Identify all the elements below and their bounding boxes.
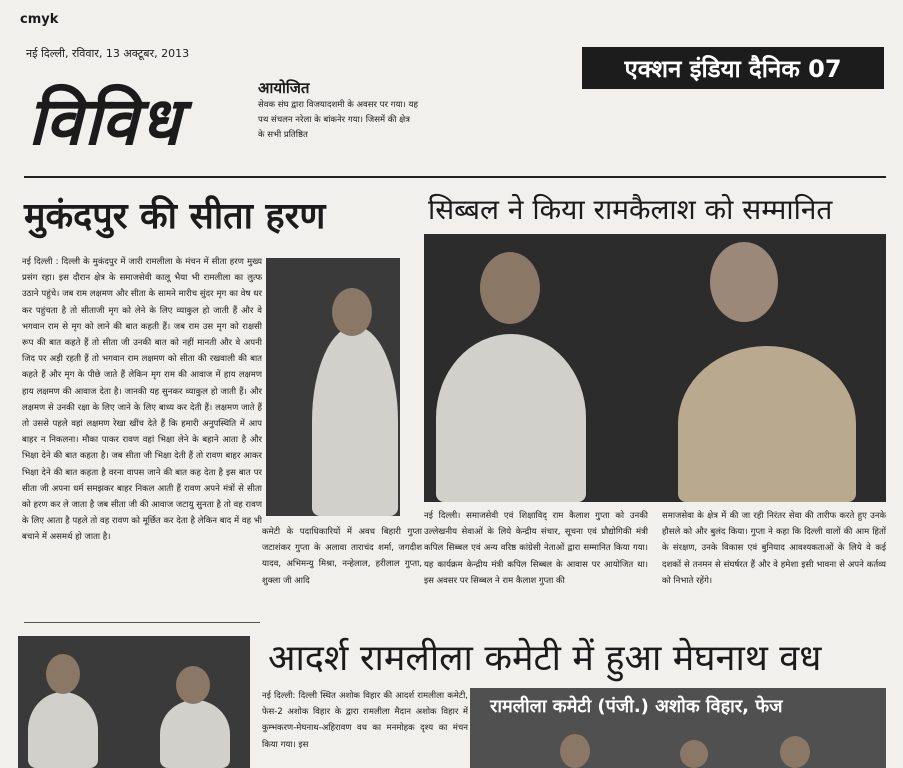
banner-text: रामलीला कमेटी (पंजी.) अशोक विहार, फेज: [490, 696, 783, 717]
award-photo: [424, 234, 886, 502]
story1-text-continued: कमेटी के पदाधिकारियों में अवध बिहारी गुप्ता जटाशंकर गुप्ता के अलावा ताराचंद शर्मा, जगदीश यादव, अभिमन्यु मिश्रा, नन्हेलाल, हरीलाल गुप्ता, शुक्ला जी आदि: [262, 527, 422, 586]
print-mark: cmyk: [20, 12, 59, 27]
story2-text-col2: समाजसेवा के क्षेत्र में की जा रही निरंतर सेवा की तारीफ करते हुए उनके हौसले को और बुलंद किया। गुप्ता ने कहा कि दिल्ली वालों की आम हितों के संरक्षण, उनके विकास एवं बुनियाद आवश्यकताओं के लिये वे कई दशकों से तनमन से संघर्षरत हैं और वे हमेशा इसी भावना से अपने कर्तव्य को निभाते रहेंगे।: [662, 511, 886, 586]
ramleela-photo: [266, 258, 400, 516]
story2-headline: सिब्बल ने किया रामकैलाश को सम्मानित: [428, 193, 833, 226]
story2-text-col1: नई दिल्ली। समाजसेवी एवं शिक्षाविद् राम कैलाश गुप्ता को उनकी उल्लेखनीय सेवाओं के लिये केन्द्रीय संचार, सूचना एवं प्रौद्योगिकी मंत्री कपिल सिब्बल एवं अन्य वरिष्ठ कांग्रेसी नेताओं द्वारा सम्मानित किया गया। यह कार्यक्रम केन्द्रीय मंत्री कपिल सिब्बल के आवास पर आयोजित था। इस अवसर पर सिब्बल ने राम कैलाश गुप्ता की: [424, 511, 648, 586]
newspaper-brand: एक्शन इंडिया दैनिक 07: [582, 47, 884, 89]
story3-text: नई दिल्ली: दिल्ली स्थित अशोक विहार की आदर्श रामलीला कमेटी, फेस-2 अशोक विहार के द्वारा रामलीला मैदान अशोक विहार में कुम्भकरण-मेघनाथ-अहिरावण वध का मनमोहक दृश्य का मंचन किया गया। इस: [262, 691, 468, 750]
dateline: नई दिल्ली, रविवार, 13 अक्टूबर, 2013: [26, 47, 190, 60]
top-story-headline: आयोजित: [258, 79, 310, 97]
story1-text: नई दिल्ली : दिल्ली के मुकंदपुर में जारी रामलीला के मंचन में सीता हरण मुख्य प्रसंग रहा। इस दौरान क्षेत्र के समाजसेवी कालू भैया भी रामलीला का लुत्फ उठाने पहुंचे। जब राम लक्षमण और सीता के सामने मारीच सुंदर मृग का वेष धर कर पहुंचता है तो सीताजी मृग को लेने के लिए व्याकुल हो जाती हैं और वे भगवान राम से मृग को लाने की बात कहती हैं। जब राम उस मृग को राक्षसी रूप की बात कहते हैं तो सीता जी उनकी बात को नहीं मानती और वे अपनी जिद पर अड़ी रहती हैं तो भगवान राम लक्षमण को सीता की रखवाली की बात कहते हैं और मृग के पीछे जाते हैं लेकिन मृग राम की आवाज में हाय लक्षमण हाय लक्षमण की आवाज देता है। जानकी यह सुनकर व्याकुल हो जाती हैं। और लक्षमण से उनकी रक्षा के लिए जाने के लिए बाध्य कर देती हैं। लक्षमण जाते हैं तो उससे पहले वहां लक्षमण रेखा खींच देते हैं कि हमारी अनुपस्थिति में आप बाहर न निकलना। मौका पाकर रावण वहां भिक्षा लेने के बहाने आता है और भिक्षा देने की बात कहता है। जब सीता जी भिक्षा देती हैं तो रावण बाहर आकर भिक्षा देने की बात कहता है वरना वापस जाने की बात कह देता है इस बात पर सीता जी अपना धर्म समझकर बाहर निकल आती हैं रावण अपने मंत्रों से सीता को हरण कर ले जाता है जब सीता जी की आवाज जटायु सुनता है तो वह रावण के लिए आता है पहले तो वह रावण को मूर्छित कर देता है लेकिन बाद में वह भी बचाने में असमर्थ हो जाता है।: [22, 257, 262, 543]
meghnath-photo: [470, 688, 886, 768]
section-divider: [24, 176, 886, 178]
ramleela-stage-photo: [18, 636, 250, 768]
top-story-text: सेवक संघ द्वारा विजयादशमी के अवसर पर गया। यह पथ संचलन नरेला के बांकनेर गया। जिसमें की क्षेत्र के सभी प्रतिष्ठित: [258, 100, 418, 140]
section-title: विविध: [28, 83, 183, 160]
story-divider: [24, 622, 260, 623]
story1-headline: मुकंदपुर की सीता हरण: [24, 196, 326, 237]
story3-headline: आदर्श रामलीला कमेटी में हुआ मेघनाथ वध: [268, 638, 822, 679]
